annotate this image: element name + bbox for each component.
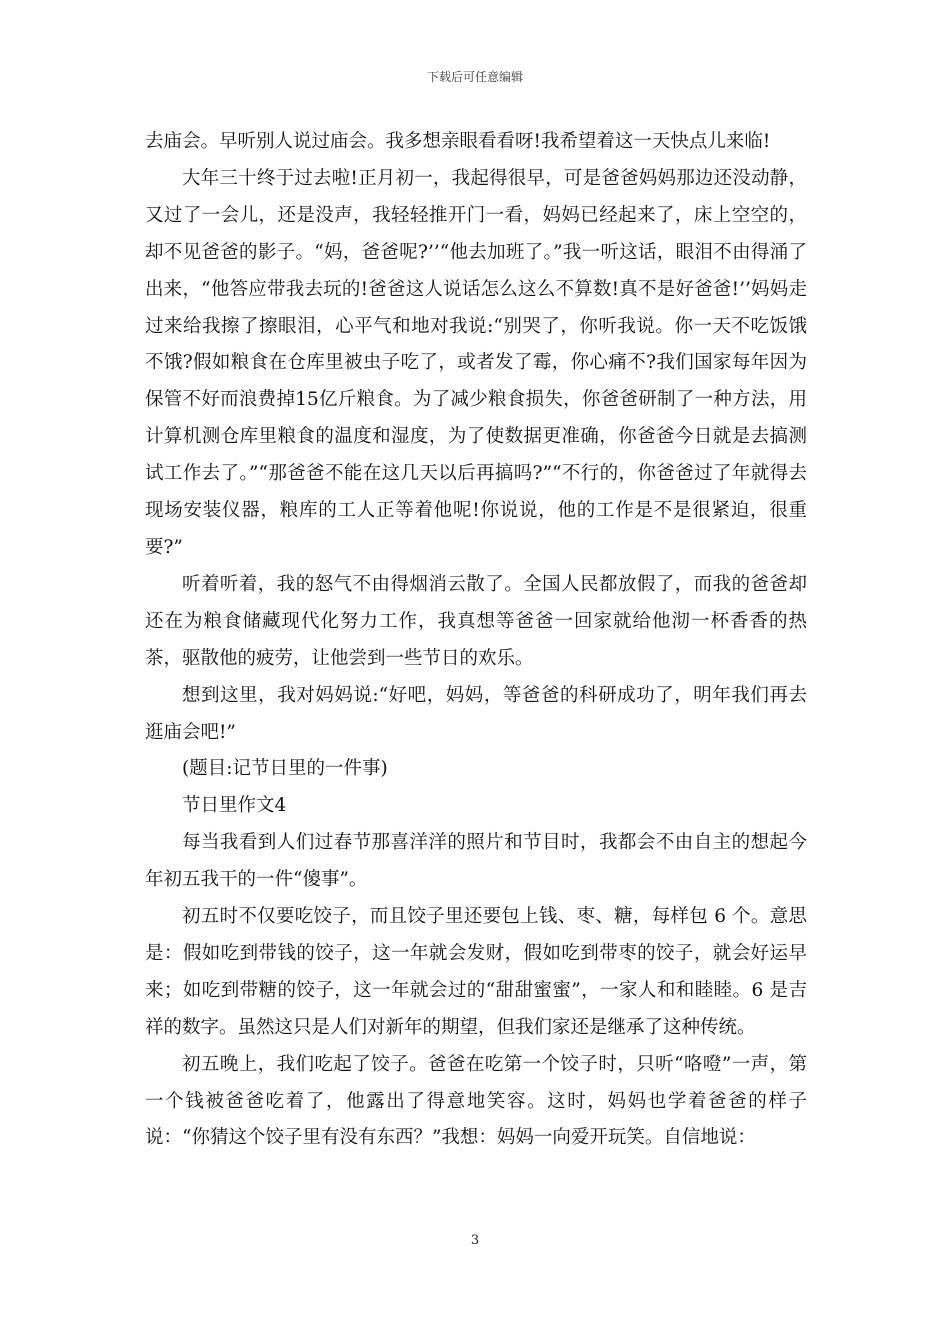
paragraph: 去庙会。早听别人说过庙会。我多想亲眼看看呀!我希望着这一天快点儿来临! — [145, 131, 771, 152]
paragraph: 听着听着，我的怒气不由得烟消云散了。全国人民都放假了，而我的爸爸却还在为粮食储藏现代化努力工作，我真想等爸爸一回家就给他沏一杯香香的热茶，驱散他的疲劳，让他尝到一些节日的欢乐。 — [145, 573, 807, 669]
paragraph: 初五晚上，我们吃起了饺子。爸爸在吃第一个饺子时，只听“咯噔”一声，第一个钱被爸爸吃着了，他露出了得意地笑容。这时，妈妈也学着爸爸的样子说：“你猜这个饺子里有没有东西？”我想：妈妈一向爱开玩笑。自信地说： — [145, 1053, 807, 1149]
paragraph: 初五时不仅要吃饺子，而且饺子里还要包上钱、枣、糖，每样包 6 个。意思是：假如吃到带钱的饺子，这一年就会发财，假如吃到带枣的饺子，就会好运早来；如吃到带糖的饺子，这一年就会过的“甜甜蜜蜜”，一家人和和睦睦。6 是吉祥的数字。虽然这只是人们对新年的期望，但我们家还是继承了这种传统。 — [145, 906, 807, 1038]
paragraph: (题目:记节日里的一件事) — [182, 758, 388, 780]
paragraph: 大年三十终于过去啦!正月初一，我起得很早，可是爸爸妈妈那边还没动静，又过了一会儿，还是没声，我轻轻推开门一看，妈妈已经起来了，床上空空的，却不见爸爸的影子。“妈，爸爸呢?’’“他去加班了。”我一听这话，眼泪不由得涌了出来，“他答应带我去玩的!爸爸这人说话怎么这么不算数!真不是好爸爸!’’妈妈走过来给我擦了擦眼泪，心平气和地对我说:“别哭了，你听我说。你一天不吃饭饿不饿?假如粮食在仓库里被虫子吃了，或者发了霉，你心痛不?我们国家每年因为保管不好而浪费掉15亿斤粮食。为了减少粮食损失，你爸爸研制了一种方法，用计算机测仓库里粮食的温度和湿度，为了使数据更准确，你爸爸今日就是去搞测试工作去了。”“那爸爸不能在这几天以后再搞吗?”“不行的，你爸爸过了年就得去现场安装仪器，粮库的工人正等着他呢!你说说，他的工作是不是很紧迫，很重要?” — [145, 167, 807, 558]
paragraph: 每当我看到人们过春节那喜洋洋的照片和节目时，我都会不由自主的想起今年初五我干的一件“傻事”。 — [145, 832, 807, 891]
document-body — [145, 124, 807, 1157]
section-heading: 节日里作文4 — [182, 795, 287, 817]
page-header: 下载后可任意编辑 — [426, 70, 523, 84]
page-number: 3 — [470, 1233, 480, 1248]
paragraph: 想到这里，我对妈妈说:“好吧，妈妈，等爸爸的科研成功了，明年我们再去逛庙会吧!” — [145, 684, 807, 743]
